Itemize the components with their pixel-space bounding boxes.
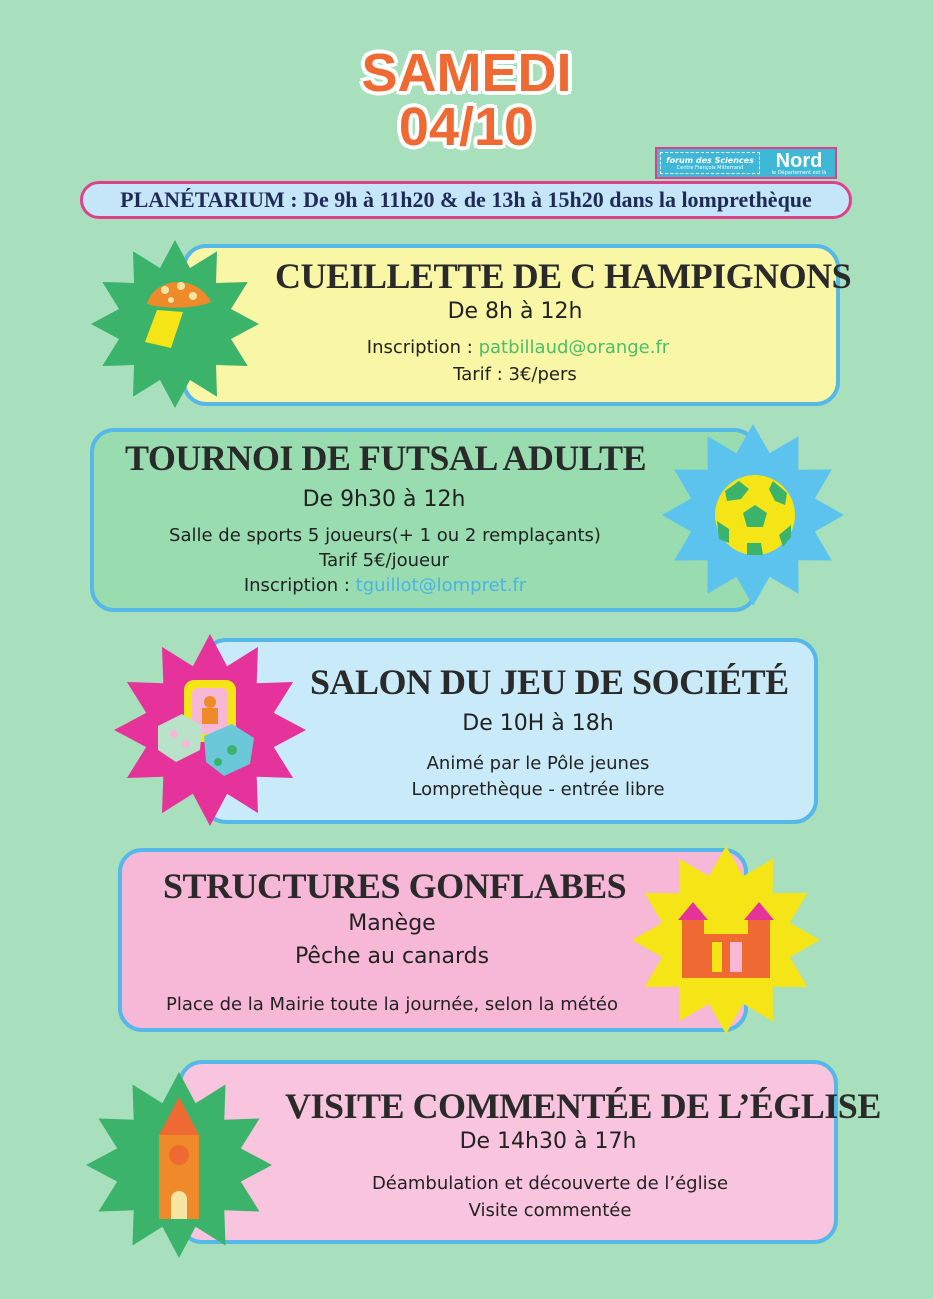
event-detail: Lomprethèque - entrée libre [411, 779, 665, 800]
church-tower-icon [86, 1072, 272, 1258]
event-detail: Manège [348, 911, 436, 936]
event-inscription [367, 336, 669, 360]
soccer-ball-icon [662, 424, 844, 606]
page-title-day: SAMEDI [361, 43, 572, 103]
event-detail: Animé par le Pôle jeunes [426, 753, 650, 774]
inscription-email-link[interactable]: tguillot@lompret.fr [355, 575, 527, 596]
event-detail: Visite commentée [468, 1200, 632, 1221]
event-title: STRUCTURES GONFLABES [163, 866, 627, 906]
nord-logo [763, 149, 835, 177]
event-time: De 14h30 à 17h [459, 1129, 637, 1154]
event-time: De 8h à 12h [447, 299, 583, 324]
event-detail: Déambulation et découverte de l’église [371, 1173, 729, 1194]
planetarium-text: PLANÉTARIUM : De 9h à 11h20 & de 13h à 15h20 dans la lomprethèque [120, 187, 812, 212]
event-title: TOURNOI DE FUTSAL ADULTE [125, 438, 647, 478]
logo-right-sub: le Département est là [771, 169, 827, 176]
planetarium-banner [80, 181, 852, 219]
sponsor-logo [655, 147, 837, 179]
event-time: De 10H à 18h [462, 711, 614, 736]
inscription-label: Inscription : [243, 575, 356, 596]
event-inscription [244, 574, 526, 598]
event-detail: Place de la Mairie toute la journée, selon la météo [165, 994, 619, 1015]
inscription-label: Inscription : [366, 337, 479, 358]
event-tarif: Tarif 5€/joueur [319, 550, 449, 571]
event-time: De 9h30 à 12h [302, 487, 466, 512]
mushroom-icon [91, 240, 259, 408]
event-detail: Pêche au canards [294, 944, 490, 969]
event-tarif: Tarif : 3€/pers [453, 364, 577, 385]
forum-des-sciences-logo [660, 152, 760, 174]
event-title: VISITE COMMENTÉE DE L’ÉGLISE [285, 1086, 881, 1126]
bouncy-castle-icon [632, 846, 820, 1034]
page-title-date: 04/10 [398, 97, 535, 157]
board-game-dice-icon [114, 634, 306, 826]
logo-left-title: forum des Sciences [666, 155, 754, 165]
event-detail: Salle de sports 5 joueurs(+ 1 ou 2 remplaçants) [169, 525, 601, 546]
logo-left-sub: Centre François Mitterrand [676, 164, 744, 171]
event-title: SALON DU JEU DE SOCIÉTÉ [310, 662, 789, 702]
event-title: CUEILLETTE DE C HAMPIGNONS [275, 256, 852, 296]
logo-right-title: Nord [775, 149, 823, 172]
inscription-email-link[interactable]: patbillaud@orange.fr [478, 337, 670, 358]
